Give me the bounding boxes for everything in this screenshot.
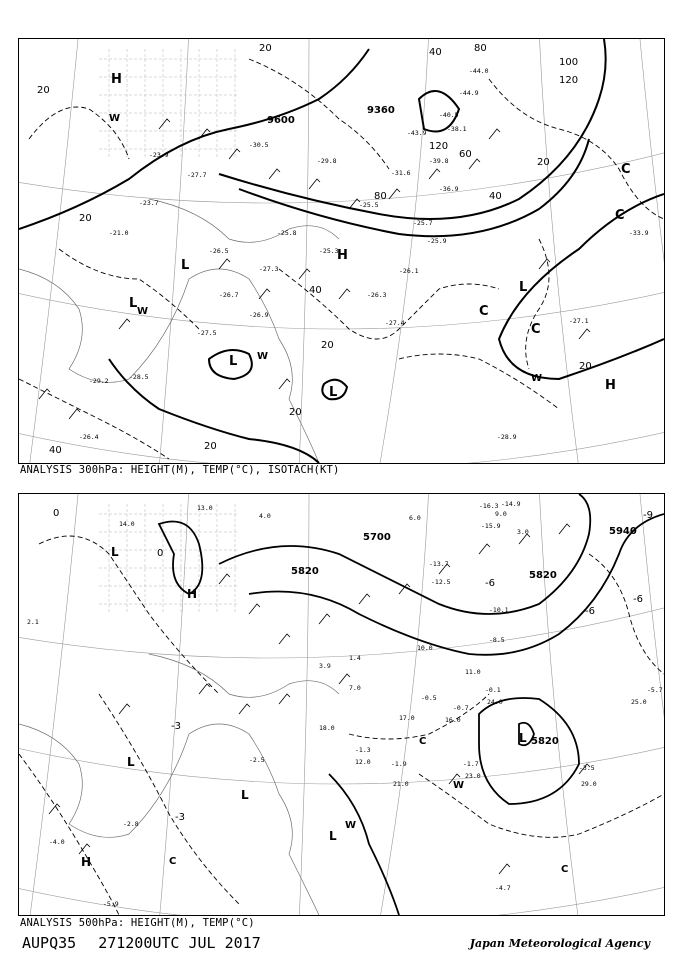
low-center: L bbox=[519, 280, 528, 295]
station-value: 2.1 bbox=[27, 618, 39, 626]
station-value: -4.7 bbox=[495, 884, 511, 892]
high-center: H bbox=[337, 248, 348, 263]
station-value: 7.0 bbox=[349, 684, 361, 692]
station-value: -21.0 bbox=[109, 229, 129, 237]
station-value: -0.7 bbox=[453, 704, 469, 712]
station-value: -27.3 bbox=[259, 265, 279, 273]
station-value: -25.8 bbox=[277, 229, 297, 237]
isotherm-labels bbox=[53, 508, 653, 823]
station-value: 4.0 bbox=[259, 512, 271, 520]
station-value: -14.9 bbox=[501, 500, 521, 508]
isotach-label: 20 bbox=[321, 340, 334, 351]
station-value: -23.7 bbox=[139, 199, 159, 207]
isotach-label: 40 bbox=[49, 445, 62, 456]
map-500hpa-svg bbox=[19, 494, 664, 915]
station-value: -29.2 bbox=[89, 377, 109, 385]
station-value: -26.9 bbox=[249, 311, 269, 319]
contour-label-9360: 9360 bbox=[367, 105, 395, 116]
station-value: -0.5 bbox=[421, 694, 437, 702]
isotherm-label: 0 bbox=[53, 508, 60, 519]
pressure-centers bbox=[109, 72, 631, 400]
coastline bbox=[19, 654, 339, 915]
low-center: L bbox=[229, 354, 238, 369]
station-value: -4.0 bbox=[49, 838, 65, 846]
warm-center: W bbox=[345, 820, 357, 831]
isotach-label: 40 bbox=[429, 47, 442, 58]
isotach-label: 40 bbox=[489, 191, 502, 202]
station-value: 11.0 bbox=[465, 668, 481, 676]
station-value: -23.9 bbox=[149, 151, 169, 159]
cold-center: C bbox=[561, 864, 569, 875]
isotach-label: 20 bbox=[37, 85, 50, 96]
map-300hpa-svg bbox=[19, 39, 664, 463]
station-value: -27.4 bbox=[385, 319, 405, 327]
station-value: -16.3 bbox=[479, 502, 499, 510]
contour-label: 5820 bbox=[529, 570, 557, 581]
low-center: L bbox=[241, 788, 249, 802]
station-value: -5.9 bbox=[103, 900, 119, 908]
station-value: -26.7 bbox=[219, 291, 239, 299]
valid-time: 271200UTC JUL 2017 bbox=[98, 934, 261, 952]
station-value: -1.7 bbox=[463, 760, 479, 768]
station-values bbox=[79, 67, 649, 441]
isotach-label: 80 bbox=[374, 191, 387, 202]
coastline bbox=[19, 199, 339, 463]
station-value: -0.1 bbox=[485, 686, 501, 694]
height-contours bbox=[159, 494, 664, 915]
station-value: -44.0 bbox=[469, 67, 489, 75]
grid-hatch bbox=[99, 49, 239, 159]
station-value: -12.5 bbox=[431, 578, 451, 586]
station-value: -5.7 bbox=[647, 686, 663, 694]
high-center: H bbox=[81, 855, 92, 869]
station-value: 1.4 bbox=[349, 654, 361, 662]
station-value: 29.0 bbox=[581, 780, 597, 788]
cold-center: C bbox=[621, 162, 631, 177]
caption-300hpa: ANALYSIS 300hPa: HEIGHT(M), TEMP(°C), ISOTACH(KT) bbox=[20, 464, 340, 476]
high-center: H bbox=[111, 72, 122, 87]
cold-center: C bbox=[479, 304, 489, 319]
isotach-label: 20 bbox=[79, 213, 92, 224]
station-value: 6.0 bbox=[409, 514, 421, 522]
cold-center: C bbox=[419, 736, 427, 747]
contour-label: 5820 bbox=[291, 566, 319, 577]
isotach-label: 120 bbox=[559, 75, 579, 86]
station-value: -27.7 bbox=[187, 171, 207, 179]
station-value: -29.8 bbox=[317, 157, 337, 165]
low-center: L bbox=[127, 755, 135, 769]
contour-label: 5700 bbox=[363, 532, 391, 543]
station-value: 25.0 bbox=[631, 698, 647, 706]
station-value: 24.0 bbox=[487, 698, 503, 706]
isotach-label: 100 bbox=[559, 57, 579, 68]
station-value: -40.5 bbox=[439, 111, 459, 119]
high-center: H bbox=[187, 587, 198, 601]
station-value: -26.4 bbox=[79, 433, 99, 441]
low-center: L bbox=[181, 258, 190, 273]
station-value: -43.9 bbox=[407, 129, 427, 137]
station-value: 10.0 bbox=[417, 644, 433, 652]
station-value: -2.5 bbox=[249, 756, 265, 764]
isotach-label: 120 bbox=[429, 141, 449, 152]
station-value: -30.5 bbox=[249, 141, 269, 149]
caption-500hpa: ANALYSIS 500hPa: HEIGHT(M), TEMP(°C) bbox=[20, 917, 255, 929]
isotach-label: 20 bbox=[204, 441, 217, 452]
agency-credit: Japan Meteorological Agency bbox=[469, 937, 650, 950]
isotach-label: 80 bbox=[474, 43, 487, 54]
station-value: 12.0 bbox=[355, 758, 371, 766]
station-value: -26.3 bbox=[367, 291, 387, 299]
station-value: 17.0 bbox=[399, 714, 415, 722]
station-value: -27.5 bbox=[197, 329, 217, 337]
chart-identifier bbox=[22, 934, 283, 952]
station-value: -8.5 bbox=[489, 636, 505, 644]
station-value: 14.0 bbox=[119, 520, 135, 528]
station-value: -25.9 bbox=[427, 237, 447, 245]
station-value: 9.0 bbox=[495, 510, 507, 518]
isotach-labels bbox=[37, 43, 592, 456]
station-value: -28.5 bbox=[129, 373, 149, 381]
station-value: -38.1 bbox=[447, 125, 467, 133]
station-values bbox=[27, 500, 663, 908]
low-center: L bbox=[519, 731, 527, 745]
station-value: 13.0 bbox=[197, 504, 213, 512]
station-value: -39.8 bbox=[429, 157, 449, 165]
station-value: -33.9 bbox=[629, 229, 649, 237]
low-center: L bbox=[111, 545, 119, 559]
station-value: -1.3 bbox=[355, 746, 371, 754]
isotherm-label: -6 bbox=[485, 578, 495, 589]
station-value: -26.5 bbox=[209, 247, 229, 255]
isotherm-label: -3 bbox=[171, 721, 181, 732]
station-value: -1.9 bbox=[391, 760, 407, 768]
isotherm-label: -3 bbox=[175, 812, 185, 823]
station-value: 3.9 bbox=[319, 662, 331, 670]
isotach-label: 40 bbox=[309, 285, 322, 296]
station-value: -28.9 bbox=[497, 433, 517, 441]
warm-center: W bbox=[137, 306, 149, 317]
low-center: L bbox=[329, 385, 338, 400]
cold-center: C bbox=[615, 208, 625, 223]
station-value: 21.0 bbox=[393, 780, 409, 788]
isotherm-label: -9 bbox=[643, 510, 653, 521]
warm-center: W bbox=[109, 113, 121, 124]
cold-center: C bbox=[531, 322, 541, 337]
station-value: -25.5 bbox=[359, 201, 379, 209]
pressure-centers bbox=[81, 545, 568, 875]
isotherm-label: -6 bbox=[633, 594, 643, 605]
high-center: H bbox=[605, 378, 616, 393]
station-value: -31.6 bbox=[391, 169, 411, 177]
warm-center: W bbox=[531, 373, 543, 384]
station-value: -2.8 bbox=[123, 820, 139, 828]
station-value: -13.7 bbox=[429, 560, 449, 568]
isotach-label: 20 bbox=[259, 43, 272, 54]
isotherm-label: -6 bbox=[585, 606, 595, 617]
station-value: -44.9 bbox=[459, 89, 479, 97]
station-value: -26.1 bbox=[399, 267, 419, 275]
map-panel-500hpa bbox=[18, 493, 665, 916]
station-value: 23.0 bbox=[465, 772, 481, 780]
isotach-label: 60 bbox=[459, 149, 472, 160]
chart-code: AUPQ35 bbox=[22, 934, 77, 952]
warm-center: W bbox=[453, 780, 465, 791]
cold-center: C bbox=[169, 856, 177, 867]
isotherm-label: 0 bbox=[157, 548, 164, 559]
isotach-label: 20 bbox=[579, 361, 592, 372]
station-value: -27.1 bbox=[569, 317, 589, 325]
station-value: 18.0 bbox=[319, 724, 335, 732]
contour-label: 5940 bbox=[609, 526, 637, 537]
station-value: -15.9 bbox=[481, 522, 501, 530]
low-center: L bbox=[129, 296, 138, 311]
isotach-label: 20 bbox=[289, 407, 302, 418]
contour-label: 5820 bbox=[531, 736, 559, 747]
station-value: -25.3 bbox=[319, 247, 339, 255]
station-value: -10.1 bbox=[489, 606, 509, 614]
station-value: 3.0 bbox=[517, 528, 529, 536]
station-value: -36.9 bbox=[439, 185, 459, 193]
station-value: -3.5 bbox=[579, 764, 595, 772]
isotach-label: 20 bbox=[537, 157, 550, 168]
warm-center: W bbox=[257, 351, 269, 362]
station-value: -25.7 bbox=[413, 219, 433, 227]
station-value: 16.0 bbox=[445, 716, 461, 724]
contour-label-9600: 9600 bbox=[267, 115, 295, 126]
low-center: L bbox=[329, 829, 337, 843]
map-panel-300hpa bbox=[18, 38, 665, 464]
